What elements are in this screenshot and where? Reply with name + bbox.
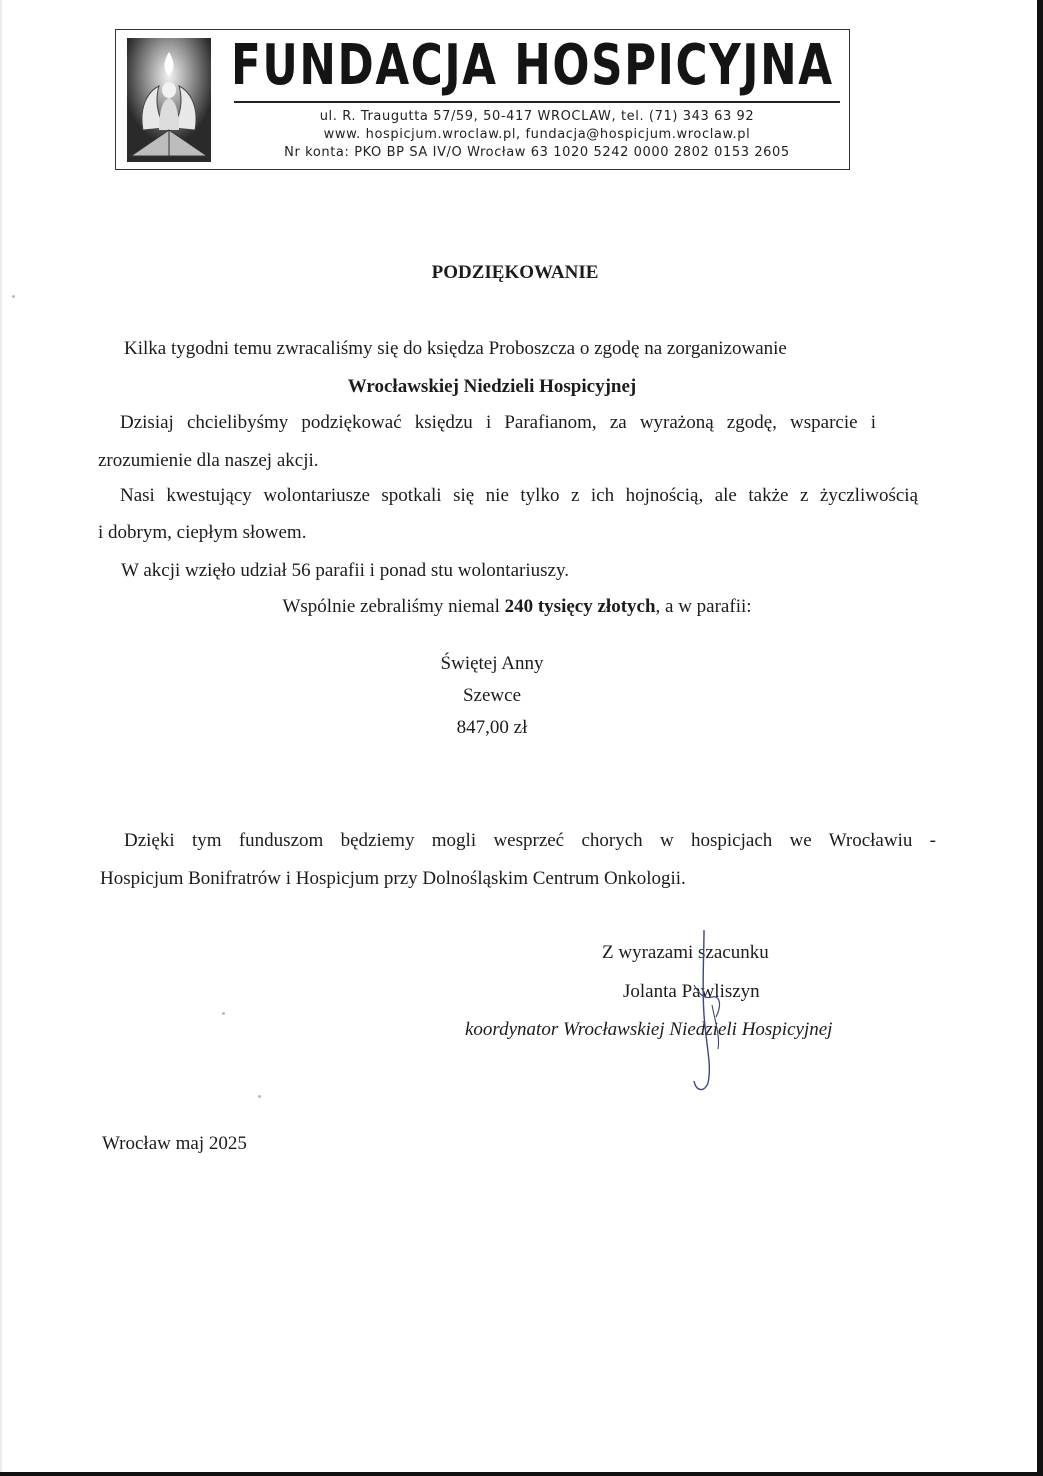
total-text-before: Wspólnie zebraliśmy niemal [282,596,505,617]
scan-speck [12,295,15,298]
paragraph-thanks-line-1: Dzisiaj chcielibyśmy podziękować księdzu i Parafianom, za wyrażoną zgodę, wsparcie i [120,412,876,433]
scan-bottom-edge [0,1472,1043,1476]
signer-name: Jolanta Pawliszyn [623,981,760,1002]
place-and-date: Wrocław maj 2025 [102,1133,247,1154]
bank-account-line: Nr konta: PKO BP SA IV/O Wrocław 63 1020 5242 0000 2802 0153 2605 [284,145,790,160]
closing-phrase: Z wyrazami szacunku [602,942,769,963]
total-amount: 240 tysięcy złotych [504,596,656,617]
scan-speck [258,1095,261,1098]
parish-amount: 847,00 zł [456,717,528,738]
web-email-line: www. hospicjum.wroclaw.pl, fundacja@hospicjum.wroclaw.pl [323,127,751,142]
event-name: Wrocławskiej Niedzieli Hospicyjnej [347,376,637,397]
letter-title: PODZIĘKOWANIE [431,262,599,283]
foundation-logo [127,38,211,162]
paragraph-request: Kilka tygodni temu zwracaliśmy się do księdza Proboszcza o zgodę na zorganizowanie [124,338,787,359]
paragraph-total [0,596,1034,618]
letterhead [115,29,850,170]
signer-role: koordynator Wrocławskiej Niedzieli Hospicyjnej [465,1019,833,1040]
scan-speck [222,1012,225,1015]
handwritten-signature [682,925,732,1095]
paragraph-volunteers-line-2: i dobrym, ciepłym słowem. [98,522,307,543]
paragraph-funds-line-1: Dzięki tym funduszom będziemy mogli wesprzeć chorych w hospicjach we Wrocławiu - [124,830,936,851]
letterhead-divider [234,101,840,103]
parish-name: Świętej Anny [440,653,544,674]
paragraph-thanks-line-2: zrozumienie dla naszej akcji. [98,450,319,471]
organization-name: FUNDACJA HOSPICYJNA [231,33,834,98]
paragraph-participation: W akcji wzięło udział 56 parafii i ponad stu wolontariuszy. [121,560,569,581]
address-line: ul. R. Traugutta 57/59, 50-417 WROCLAW, tel. (71) 343 63 92 [319,109,755,124]
scan-right-edge [1037,0,1043,1476]
paragraph-funds-line-2: Hospicjum Bonifratrów i Hospicjum przy Dolnośląskim Centrum Onkologii. [100,868,686,889]
parish-place: Szewce [462,685,522,706]
paragraph-volunteers-line-1: Nasi kwestujący wolontariusze spotkali się nie tylko z ich hojnością, ale także z życzliwością [120,485,918,506]
total-text-after: , a w parafii: [655,596,752,617]
